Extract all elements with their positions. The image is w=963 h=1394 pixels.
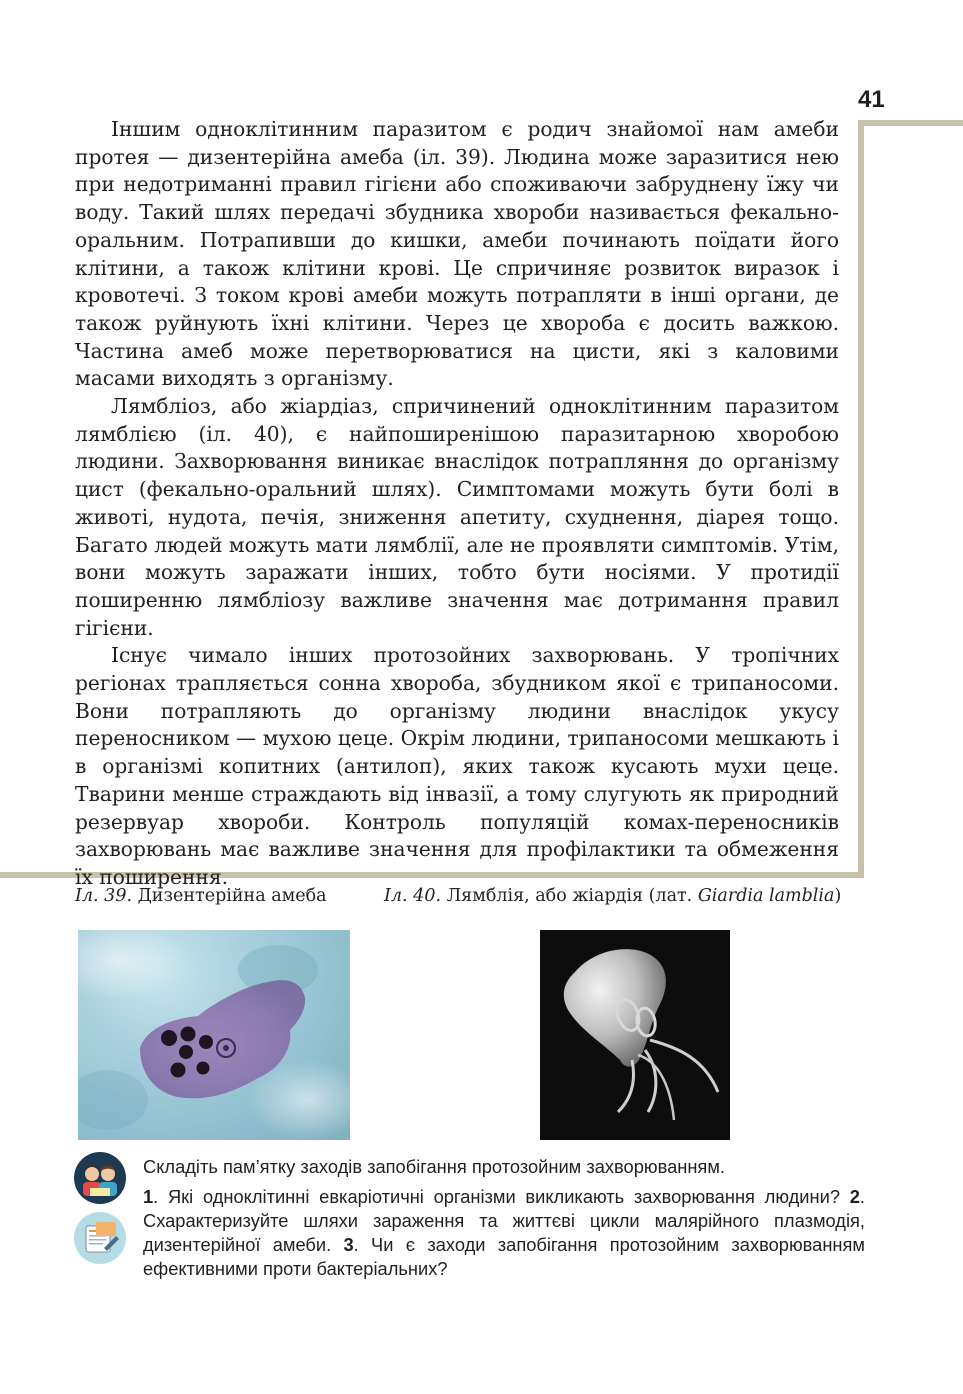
figure-40-caption <box>384 884 841 908</box>
questions-text <box>143 1185 865 1281</box>
question-3-number: 3 <box>343 1234 354 1255</box>
question-1-number: 1 <box>143 1186 154 1207</box>
questions-notebook-icon <box>74 1212 126 1264</box>
giardia-micrograph <box>540 930 730 1140</box>
figure-39-label: Іл. 39. <box>75 886 133 906</box>
figure-40-label: Іл. 40. <box>384 886 442 906</box>
paragraph-amoeba: Іншим одноклітинним паразитом є родич знайомої нам амеби протея — дизентерійна амеба (іл. 39). Людина може заразитися нею при недотриманні правил гігієни або споживаючи забруднену їжу чи воду. Такий шлях передачі збудника хвороби називається фекально-оральним. Потрапивши до кишки, амеби починають поїдати його клітини, а також клітини крові. Це спричиняє розвиток виразок і кровотечі. З током крові амеби можуть потрапляти в інші органи, де також руйнують їхні клітини. Через це хвороба є досить важкою. Частина амеб може перетворюватися на цисти, які з каловими масами виходять з організму. <box>75 117 839 391</box>
frame-top-border <box>860 120 963 126</box>
paragraph-trypanosomes: Існує чимало інших протозойних захворювань. У тропічних регіонах трапляється сонна хвороба, збудником якої є трипаносоми. Вони потрапляють до організму людини внаслідок укусу переносником — мухою цеце. Окрім людини, трипаносоми мешкають і в організмі копитних (антилоп), яких також кусають мухи цеце. Тварини менше страждають від інвазії, а тому слугують як природний резервуар хвороби. Контроль популяцій комах-переносників захворювань має важливе значення для профілактики та обмеження їх поширення. <box>75 643 839 889</box>
giardia-illustration <box>540 930 730 1140</box>
amoeba-micrograph <box>78 930 350 1140</box>
page-number: 41 <box>858 86 885 113</box>
amoeba-illustration <box>78 930 350 1140</box>
question-2-text: . Схарактеризуйте шляхи зараження та життєві цикли малярійного плазмодія, дизентерійної амеби. <box>143 1186 865 1255</box>
figure-40-caption-end: ) <box>834 886 842 906</box>
figure-40-latin-name: Giardia lamblia <box>697 886 835 906</box>
group-work-icon <box>74 1152 126 1204</box>
body-text <box>75 116 839 892</box>
question-3-text: . Чи є заходи запобігання протозойним захворюванням ефективними проти бактеріальних? <box>143 1234 865 1279</box>
figure-39-caption-text: Дизентерійна амеба <box>132 886 327 906</box>
question-1-text: . Які одноклітинні евкаріотичні організми викликають захворювання людини? <box>153 1186 850 1207</box>
question-2-number: 2 <box>849 1186 860 1207</box>
frame-right-border <box>858 120 864 878</box>
paragraph-giardiasis: Лямбліоз, або жіардіаз, спричинений одноклітинним паразитом лямблією (іл. 40), є найпоширенішою паразитарною хворобою людини. Захворювання виникає внаслідок потрапляння до організму цист (фекально-оральний шлях). Симптомами можуть бути болі в животі, нудота, печія, зниження апетиту, схуднення, діарея тощо. Багато людей можуть мати лямблії, але не проявляти симптомів. Утім, вони можуть заражати інших, тобто бути носіями. У протидії поширенню лямбліозу важливе значення має дотримання правил гігієни. <box>75 394 839 640</box>
task-text: Складіть пам’ятку заходів запобігання протозойним захворюванням. <box>143 1156 725 1177</box>
figure-40-caption-text: Лямблія, або жіардія (лат. <box>441 886 698 906</box>
figure-39-caption <box>75 884 327 908</box>
